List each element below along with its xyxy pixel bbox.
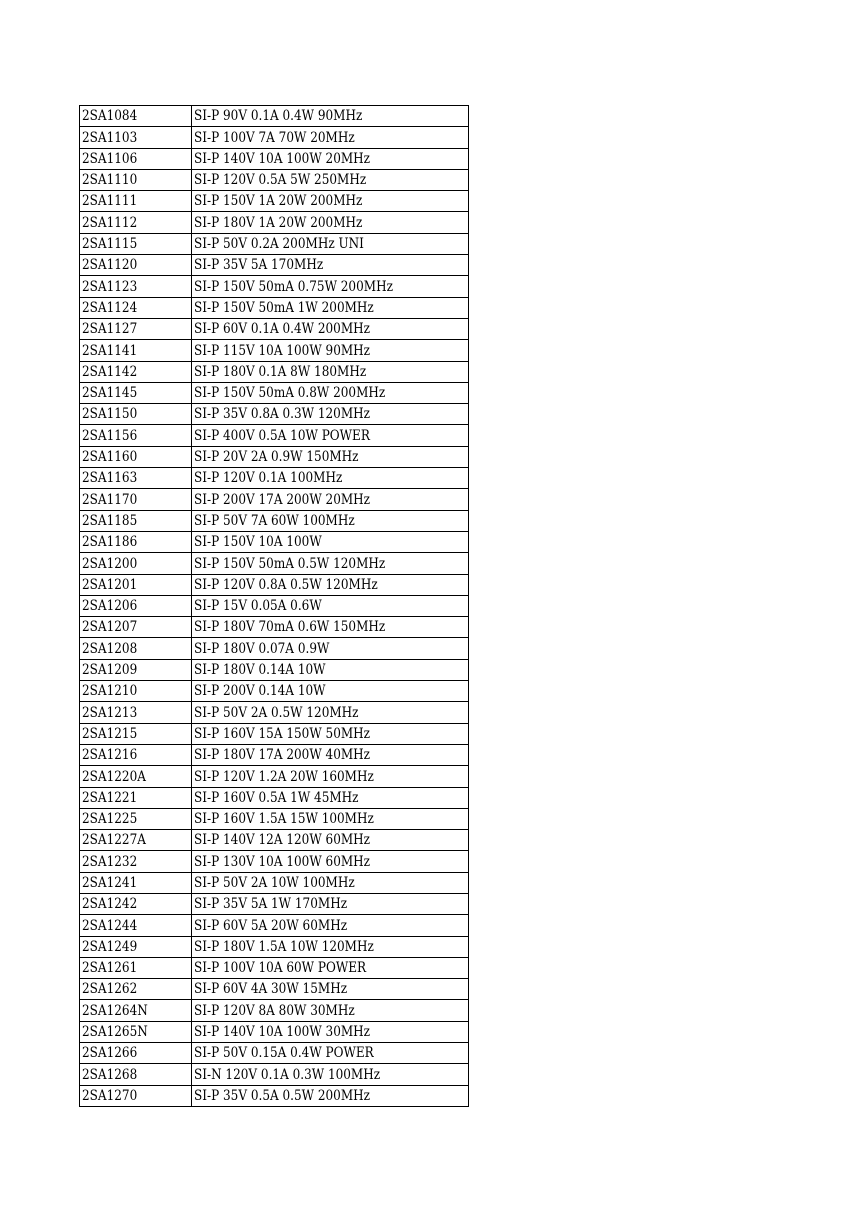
spec-cell: [192, 617, 469, 638]
part-number-text: 2SA1141: [82, 342, 138, 359]
part-number-text: 2SA1220A: [82, 768, 146, 785]
table-row: [80, 148, 469, 169]
part-number-text: 2SA1261: [82, 960, 138, 977]
table-row: [80, 872, 469, 893]
spec-cell: [192, 1000, 469, 1021]
table-row: [80, 340, 469, 361]
table-row: [80, 489, 469, 510]
part-number-text: 2SA1249: [82, 938, 138, 955]
spec-cell: [192, 340, 469, 361]
spec-text: SI-P 150V 50mA 0.5W 120MHz: [194, 555, 386, 572]
table-row: [80, 297, 469, 318]
spec-text: SI-P 140V 10A 100W 20MHz: [194, 150, 371, 167]
spec-cell: [192, 169, 469, 190]
part-number-text: 2SA1225: [82, 811, 138, 828]
table-row: [80, 404, 469, 425]
part-number-text: 2SA1156: [82, 427, 138, 444]
spec-text: SI-P 20V 2A 0.9W 150MHz: [194, 449, 359, 466]
spec-text: SI-P 120V 0.1A 100MHz: [194, 470, 343, 487]
part-number-cell: [80, 893, 192, 914]
spec-text: SI-P 160V 0.5A 1W 45MHz: [194, 789, 359, 806]
part-number-text: 2SA1265N: [82, 1024, 148, 1041]
part-number-cell: [80, 617, 192, 638]
spec-cell: [192, 1064, 469, 1085]
spec-cell: [192, 808, 469, 829]
table-row: [80, 617, 469, 638]
spec-text: SI-P 140V 12A 120W 60MHz: [194, 832, 371, 849]
part-number-cell: [80, 468, 192, 489]
spec-text: SI-N 120V 0.1A 0.3W 100MHz: [194, 1066, 381, 1083]
table-row: [80, 169, 469, 190]
part-number-text: 2SA1112: [82, 214, 138, 231]
table-row: [80, 659, 469, 680]
table-row: [80, 681, 469, 702]
spec-text: SI-P 50V 2A 0.5W 120MHz: [194, 704, 359, 721]
part-number-cell: [80, 787, 192, 808]
table-row: [80, 808, 469, 829]
spec-text: SI-P 400V 0.5A 10W POWER: [194, 427, 370, 444]
table-row: [80, 212, 469, 233]
spec-cell: [192, 872, 469, 893]
spec-cell: [192, 425, 469, 446]
part-number-cell: [80, 936, 192, 957]
part-number-cell: [80, 255, 192, 276]
part-number-text: 2SA1208: [82, 640, 138, 657]
part-number-cell: [80, 766, 192, 787]
table-row: [80, 531, 469, 552]
part-number-cell: [80, 404, 192, 425]
part-number-text: 2SA1213: [82, 704, 138, 721]
spec-text: SI-P 150V 1A 20W 200MHz: [194, 193, 363, 210]
spec-cell: [192, 1021, 469, 1042]
table-row: [80, 574, 469, 595]
spec-cell: [192, 106, 469, 127]
table-row: [80, 723, 469, 744]
spec-text: SI-P 120V 1.2A 20W 160MHz: [194, 768, 374, 785]
part-number-cell: [80, 638, 192, 659]
part-number-cell: [80, 574, 192, 595]
part-number-text: 2SA1241: [82, 874, 138, 891]
table-row: [80, 382, 469, 403]
table-row: [80, 1043, 469, 1064]
table-row: [80, 787, 469, 808]
table-row: [80, 468, 469, 489]
table-row: [80, 936, 469, 957]
table-row: [80, 1085, 469, 1106]
spec-cell: [192, 936, 469, 957]
part-number-text: 2SA1150: [82, 406, 138, 423]
spec-text: SI-P 150V 50mA 0.8W 200MHz: [194, 385, 386, 402]
spec-text: SI-P 60V 0.1A 0.4W 200MHz: [194, 321, 371, 338]
spec-text: SI-P 60V 5A 20W 60MHz: [194, 917, 348, 934]
spec-text: SI-P 180V 70mA 0.6W 150MHz: [194, 619, 386, 636]
spec-text: SI-P 150V 50mA 1W 200MHz: [194, 299, 374, 316]
spec-cell: [192, 468, 469, 489]
spec-text: SI-P 180V 1.5A 10W 120MHz: [194, 938, 374, 955]
part-number-cell: [80, 957, 192, 978]
part-number-cell: [80, 489, 192, 510]
spec-text: SI-P 150V 10A 100W: [194, 534, 322, 551]
transistor-spec-table: [79, 105, 469, 1107]
spec-cell: [192, 191, 469, 212]
spec-text: SI-P 130V 10A 100W 60MHz: [194, 853, 371, 870]
spec-cell: [192, 830, 469, 851]
part-number-text: 2SA1110: [82, 172, 138, 189]
spec-cell: [192, 404, 469, 425]
spec-cell: [192, 851, 469, 872]
spec-cell: [192, 659, 469, 680]
part-number-text: 2SA1111: [82, 193, 138, 210]
part-number-text: 2SA1200: [82, 555, 138, 572]
part-number-text: 2SA1210: [82, 683, 138, 700]
part-number-cell: [80, 382, 192, 403]
spec-text: SI-P 50V 2A 10W 100MHz: [194, 874, 355, 891]
spec-text: SI-P 180V 0.07A 0.9W: [194, 640, 330, 657]
table-row: [80, 127, 469, 148]
part-number-text: 2SA1186: [82, 534, 138, 551]
part-number-text: 2SA1163: [82, 470, 138, 487]
table-row: [80, 1000, 469, 1021]
spec-text: SI-P 35V 5A 1W 170MHz: [194, 896, 348, 913]
table-row: [80, 106, 469, 127]
spec-cell: [192, 702, 469, 723]
part-number-cell: [80, 744, 192, 765]
spec-cell: [192, 148, 469, 169]
table-row: [80, 830, 469, 851]
table-row: [80, 191, 469, 212]
spec-cell: [192, 1085, 469, 1106]
spec-cell: [192, 361, 469, 382]
part-number-cell: [80, 872, 192, 893]
part-number-cell: [80, 169, 192, 190]
table-row: [80, 979, 469, 1000]
spec-cell: [192, 212, 469, 233]
part-number-text: 2SA1227A: [82, 832, 146, 849]
part-number-text: 2SA1084: [82, 108, 138, 125]
part-number-cell: [80, 425, 192, 446]
part-number-cell: [80, 191, 192, 212]
spec-text: SI-P 120V 0.5A 5W 250MHz: [194, 172, 367, 189]
part-number-cell: [80, 808, 192, 829]
part-number-text: 2SA1103: [82, 129, 138, 146]
spec-text: SI-P 180V 1A 20W 200MHz: [194, 214, 363, 231]
part-number-cell: [80, 595, 192, 616]
spec-cell: [192, 574, 469, 595]
spec-text: SI-P 160V 15A 150W 50MHz: [194, 725, 371, 742]
part-number-text: 2SA1268: [82, 1066, 138, 1083]
table-row: [80, 553, 469, 574]
spec-text: SI-P 50V 0.15A 0.4W POWER: [194, 1045, 374, 1062]
spec-cell: [192, 276, 469, 297]
part-number-cell: [80, 830, 192, 851]
table-row: [80, 893, 469, 914]
table-row: [80, 233, 469, 254]
spec-text: SI-P 120V 8A 80W 30MHz: [194, 1002, 355, 1019]
spec-cell: [192, 233, 469, 254]
spec-text: SI-P 100V 7A 70W 20MHz: [194, 129, 355, 146]
part-number-text: 2SA1123: [82, 278, 138, 295]
part-number-text: 2SA1206: [82, 598, 138, 615]
spec-text: SI-P 160V 1.5A 15W 100MHz: [194, 811, 374, 828]
table-body: [80, 106, 469, 1107]
spec-cell: [192, 318, 469, 339]
spec-text: SI-P 50V 7A 60W 100MHz: [194, 512, 355, 529]
table-row: [80, 915, 469, 936]
spec-cell: [192, 723, 469, 744]
part-number-text: 2SA1244: [82, 917, 138, 934]
part-number-cell: [80, 297, 192, 318]
part-number-text: 2SA1160: [82, 449, 138, 466]
spec-text: SI-P 35V 5A 170MHz: [194, 257, 324, 274]
spec-text: SI-P 180V 0.1A 8W 180MHz: [194, 363, 367, 380]
table-row: [80, 1021, 469, 1042]
table-row: [80, 638, 469, 659]
spec-text: SI-P 60V 4A 30W 15MHz: [194, 981, 348, 998]
spec-cell: [192, 766, 469, 787]
table-row: [80, 744, 469, 765]
table-row: [80, 957, 469, 978]
table-row: [80, 702, 469, 723]
part-number-cell: [80, 361, 192, 382]
spec-text: SI-P 115V 10A 100W 90MHz: [194, 342, 371, 359]
table-row: [80, 595, 469, 616]
part-number-text: 2SA1215: [82, 725, 138, 742]
part-number-cell: [80, 106, 192, 127]
table-row: [80, 1064, 469, 1085]
spec-cell: [192, 893, 469, 914]
table-row: [80, 510, 469, 531]
spec-cell: [192, 489, 469, 510]
spec-cell: [192, 510, 469, 531]
part-number-cell: [80, 851, 192, 872]
spec-text: SI-P 15V 0.05A 0.6W: [194, 598, 322, 615]
spec-cell: [192, 531, 469, 552]
part-number-text: 2SA1221: [82, 789, 138, 806]
part-number-cell: [80, 148, 192, 169]
table-row: [80, 446, 469, 467]
part-number-cell: [80, 1064, 192, 1085]
part-number-text: 2SA1209: [82, 662, 138, 679]
part-number-text: 2SA1115: [82, 236, 138, 253]
part-number-cell: [80, 318, 192, 339]
spec-cell: [192, 957, 469, 978]
spec-text: SI-P 35V 0.8A 0.3W 120MHz: [194, 406, 371, 423]
spec-text: SI-P 90V 0.1A 0.4W 90MHz: [194, 108, 363, 125]
part-number-text: 2SA1262: [82, 981, 138, 998]
part-number-text: 2SA1201: [82, 576, 138, 593]
part-number-text: 2SA1145: [82, 385, 138, 402]
table-row: [80, 766, 469, 787]
part-number-cell: [80, 553, 192, 574]
part-number-cell: [80, 659, 192, 680]
spec-cell: [192, 595, 469, 616]
spec-cell: [192, 638, 469, 659]
spec-cell: [192, 1043, 469, 1064]
part-number-text: 2SA1120: [82, 257, 138, 274]
part-number-cell: [80, 979, 192, 1000]
part-number-text: 2SA1142: [82, 363, 138, 380]
spec-cell: [192, 744, 469, 765]
spec-text: SI-P 140V 10A 100W 30MHz: [194, 1024, 371, 1041]
part-number-cell: [80, 1043, 192, 1064]
part-number-cell: [80, 681, 192, 702]
part-number-cell: [80, 446, 192, 467]
spec-cell: [192, 681, 469, 702]
spec-text: SI-P 180V 17A 200W 40MHz: [194, 747, 371, 764]
spec-text: SI-P 150V 50mA 0.75W 200MHz: [194, 278, 393, 295]
part-number-cell: [80, 276, 192, 297]
spec-text: SI-P 200V 0.14A 10W: [194, 683, 326, 700]
part-number-cell: [80, 723, 192, 744]
part-number-text: 2SA1266: [82, 1045, 138, 1062]
part-number-text: 2SA1216: [82, 747, 138, 764]
table-row: [80, 361, 469, 382]
part-number-text: 2SA1270: [82, 1087, 138, 1104]
part-number-cell: [80, 127, 192, 148]
part-number-text: 2SA1170: [82, 491, 138, 508]
part-number-text: 2SA1106: [82, 150, 138, 167]
table-row: [80, 425, 469, 446]
part-number-text: 2SA1207: [82, 619, 138, 636]
part-number-text: 2SA1127: [82, 321, 138, 338]
spec-text: SI-P 35V 0.5A 0.5W 200MHz: [194, 1087, 371, 1104]
table-row: [80, 318, 469, 339]
spec-cell: [192, 979, 469, 1000]
table-row: [80, 276, 469, 297]
spec-cell: [192, 787, 469, 808]
part-number-text: 2SA1232: [82, 853, 138, 870]
part-number-cell: [80, 531, 192, 552]
part-number-cell: [80, 1000, 192, 1021]
spec-cell: [192, 297, 469, 318]
spec-text: SI-P 120V 0.8A 0.5W 120MHz: [194, 576, 378, 593]
part-number-cell: [80, 340, 192, 361]
part-number-cell: [80, 915, 192, 936]
part-number-text: 2SA1242: [82, 896, 138, 913]
part-number-cell: [80, 212, 192, 233]
spec-cell: [192, 553, 469, 574]
part-number-cell: [80, 702, 192, 723]
spec-cell: [192, 255, 469, 276]
table-row: [80, 255, 469, 276]
part-number-text: 2SA1185: [82, 512, 138, 529]
part-number-text: 2SA1264N: [82, 1002, 148, 1019]
spec-cell: [192, 127, 469, 148]
part-number-cell: [80, 510, 192, 531]
spec-text: SI-P 200V 17A 200W 20MHz: [194, 491, 371, 508]
part-number-cell: [80, 1085, 192, 1106]
spec-text: SI-P 50V 0.2A 200MHz UNI: [194, 236, 364, 253]
part-number-cell: [80, 1021, 192, 1042]
table-row: [80, 851, 469, 872]
spec-text: SI-P 100V 10A 60W POWER: [194, 960, 367, 977]
spec-cell: [192, 446, 469, 467]
spec-cell: [192, 915, 469, 936]
part-number-text: 2SA1124: [82, 299, 138, 316]
part-number-cell: [80, 233, 192, 254]
spec-text: SI-P 180V 0.14A 10W: [194, 662, 326, 679]
spec-cell: [192, 382, 469, 403]
